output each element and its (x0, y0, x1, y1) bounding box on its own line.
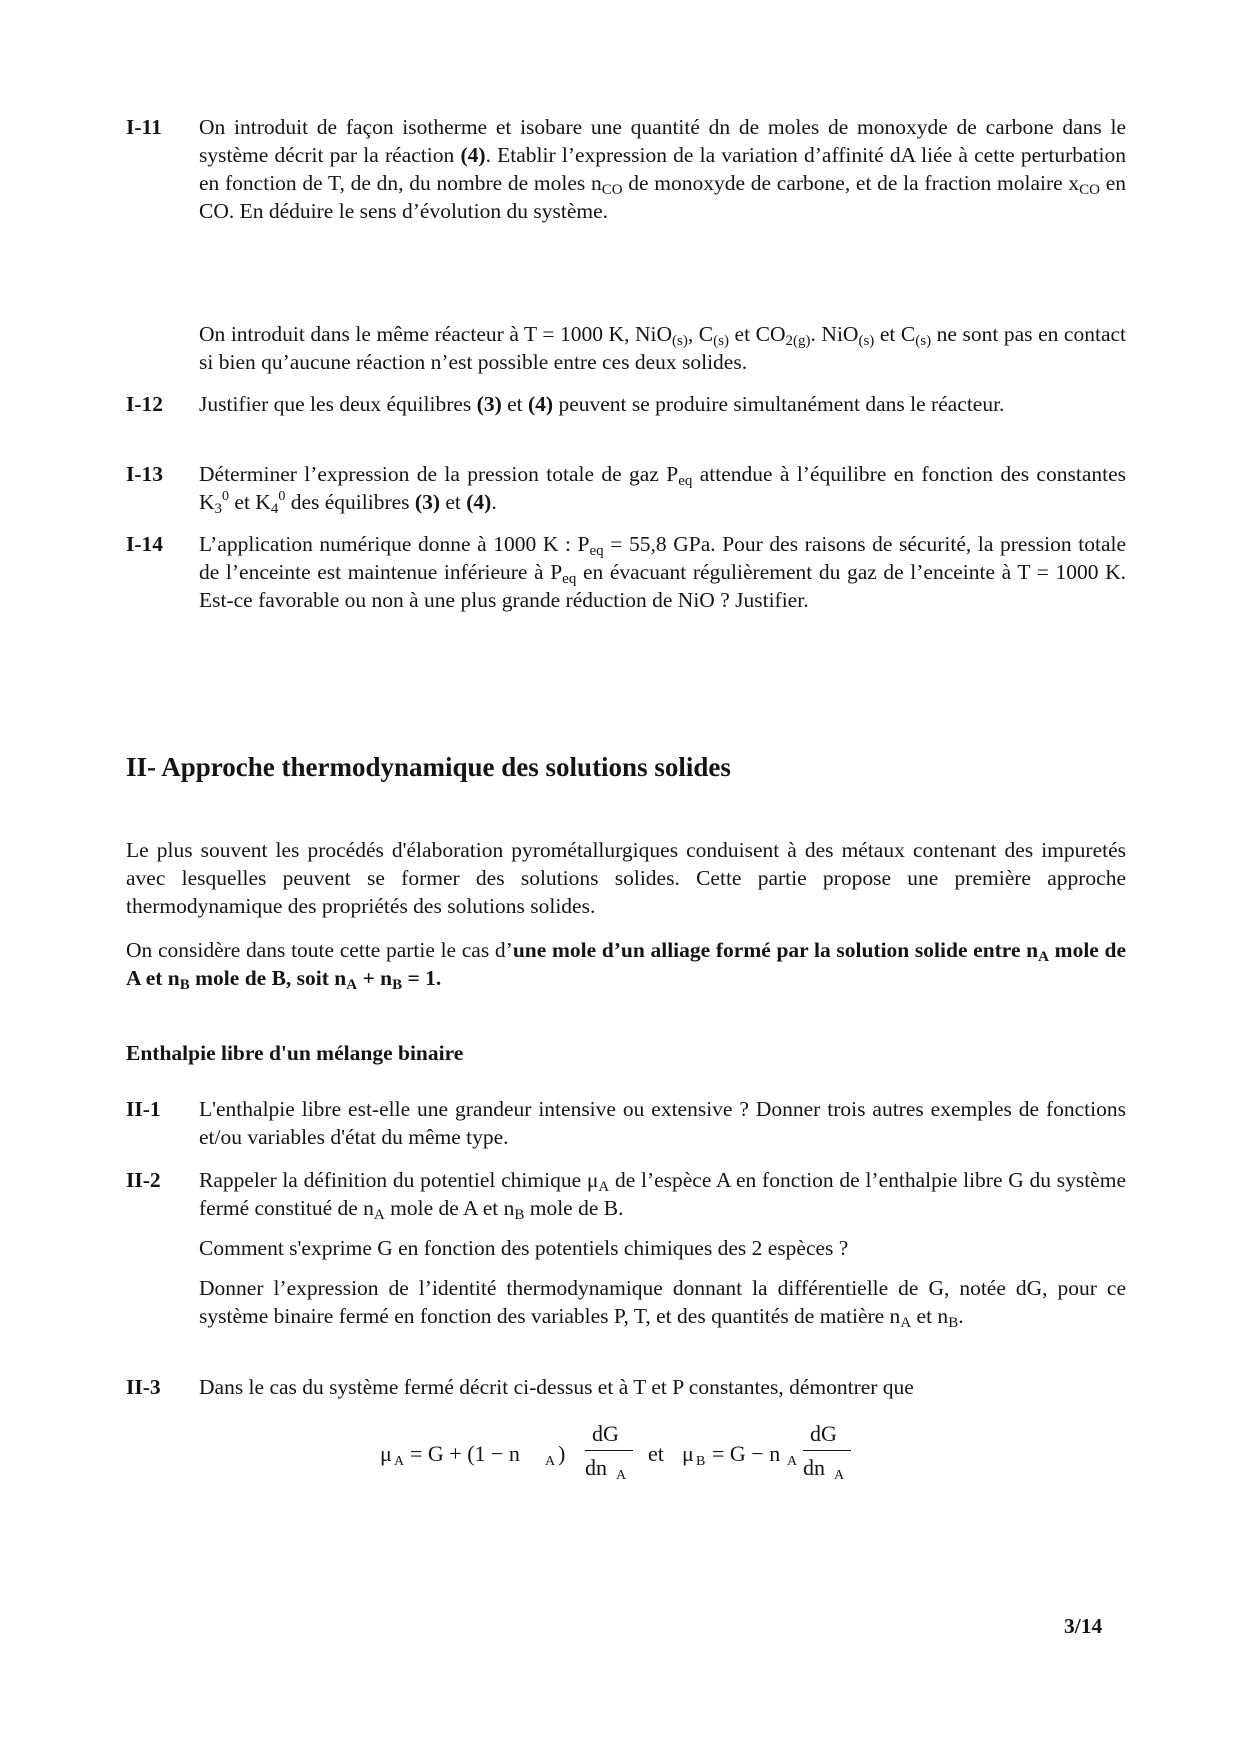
question-number: II-3 (126, 1375, 161, 1399)
mu-b-subscript: B (696, 1454, 706, 1469)
question-text: L'enthalpie libre est-elle une grandeur intensive ou extensive ? Donner trois autres exemples de fonctions et/ou variables d'état du même type. (199, 1097, 1126, 1149)
fraction-b-numerator: dG (810, 1421, 837, 1446)
question-text: Rappeler la définition du potentiel chimique $\mu_A$ de l’espèce A en fonction de l’enthalpie libre G du système fermé constitué de $n_A$ mole de A et $n_B$ mole de B. (199, 1168, 1126, 1223)
formula-et: et (648, 1441, 664, 1466)
fraction-a-denominator: dn (585, 1455, 607, 1480)
question-extra: Comment s'exprime G en fonction des potentiels chimiques des 2 espèces ? (199, 1236, 849, 1260)
section-case: On considère dans toute cette partie le cas d’une mole d’un alliage formé par la solution solide entre $n_A$ mole de A et $n_B$ mole de B, soit $n_A + n_B = 1$. (126, 938, 1126, 993)
question-II-3 (126, 1373, 1126, 1401)
question-text: L’application numérique donne à 1000 K : $P_{eq} = 55,8$ GPa. Pour des raisons de sécurité, la pression totale de l’enceinte est maintenue inférieure à $P_{eq}$ en évacuant régulièrement du gaz de l’enceinte à T = 1000 K. Est-ce favorable ou non à une plus grande réduction de NiO ? Justifier. (199, 532, 1127, 612)
question-number: I-12 (126, 392, 164, 416)
mu-a-symbol: μ (380, 1441, 392, 1466)
mu-a-subscript: A (394, 1454, 405, 1469)
question-text: Dans le cas du système fermé décrit ci-dessus et à T et P constantes, démontrer que (199, 1375, 914, 1399)
fraction-a-bar (585, 1450, 633, 1451)
mu-a-na-subscript: A (545, 1454, 556, 1469)
mu-b-expression: = G − n (712, 1441, 781, 1466)
section-intro: Le plus souvent les procédés d'élaboration pyrométallurgiques conduisent à des métaux contenant des impuretés avec lesquelles peuvent se former des solutions solides. Cette partie propose une première approche thermodynamique des propriétés des solutions solides. (126, 838, 1126, 918)
question-I-13 (126, 460, 1126, 516)
question-number: II-2 (126, 1168, 161, 1192)
question-I-11 (126, 113, 1126, 225)
question-extra: Donner l’expression de l’identité thermodynamique donnant la différentielle de G, notée dG, pour ce système binaire fermé en fonction des variables P, T, et des quantités de matière $n_A$ et $n_B$. (199, 1276, 1126, 1331)
mu-a-expression: = G + (1 − n (410, 1441, 520, 1466)
question-I-14 (126, 530, 1126, 614)
question-text: Déterminer l’expression de la pression totale de gaz $P_{eq}$ attendue à l’équilibre en fonction des constantes $K_3^0$ et $K_4^0$ des équilibres (3) et (4). (199, 462, 1126, 517)
question-text: On introduit de façon isotherme et isobare une quantité dn de moles de monoxyde de carbone dans le système décrit par la réaction (4). Etablir l’expression de la variation d’affinité dA liée à cette perturbation en fonction de T, de dn, du nombre de moles $n_{CO}$ de monoxyde de carbone, et de la fraction molaire $x_{CO}$ en CO. En déduire le sens d’évolution du système. (199, 115, 1126, 223)
question-II-1 (126, 1095, 1126, 1151)
intro-paragraph: On introduit dans le même réacteur à T = 1000 K, NiO$_{(s)}$, $C_{(s)}$ et $CO_{2(g)}$. NiO$_{(s)}$ et $C_{(s)}$ ne sont pas en contact si bien qu’aucune réaction n’est possible entre ces deux solides. (199, 322, 1127, 374)
question-II-2 (126, 1166, 1126, 1330)
page-number: 3/14 (1064, 1614, 1103, 1638)
fraction-a-den-subscript: A (616, 1468, 627, 1483)
fraction-b-bar (803, 1450, 851, 1451)
question-number: II-1 (126, 1097, 161, 1121)
subsection-title: Enthalpie libre d'un mélange binaire (126, 1041, 464, 1065)
question-number: I-11 (126, 115, 162, 139)
mu-a-paren: ) (558, 1441, 566, 1466)
section-title: II- Approche thermodynamique des solutions solides (126, 752, 731, 782)
question-I-12 (126, 390, 1126, 418)
question-number: I-13 (126, 462, 164, 486)
mu-b-na-subscript: A (787, 1454, 798, 1469)
fraction-b-denominator: dn (803, 1455, 825, 1480)
question-text: Justifier que les deux équilibres (3) et (4) peuvent se produire simultanément dans le réacteur. (199, 392, 1005, 416)
question-number: I-14 (126, 532, 164, 556)
fraction-b-den-subscript: A (834, 1468, 845, 1483)
mu-b-symbol: μ (682, 1441, 694, 1466)
fraction-a-numerator: dG (592, 1421, 619, 1446)
